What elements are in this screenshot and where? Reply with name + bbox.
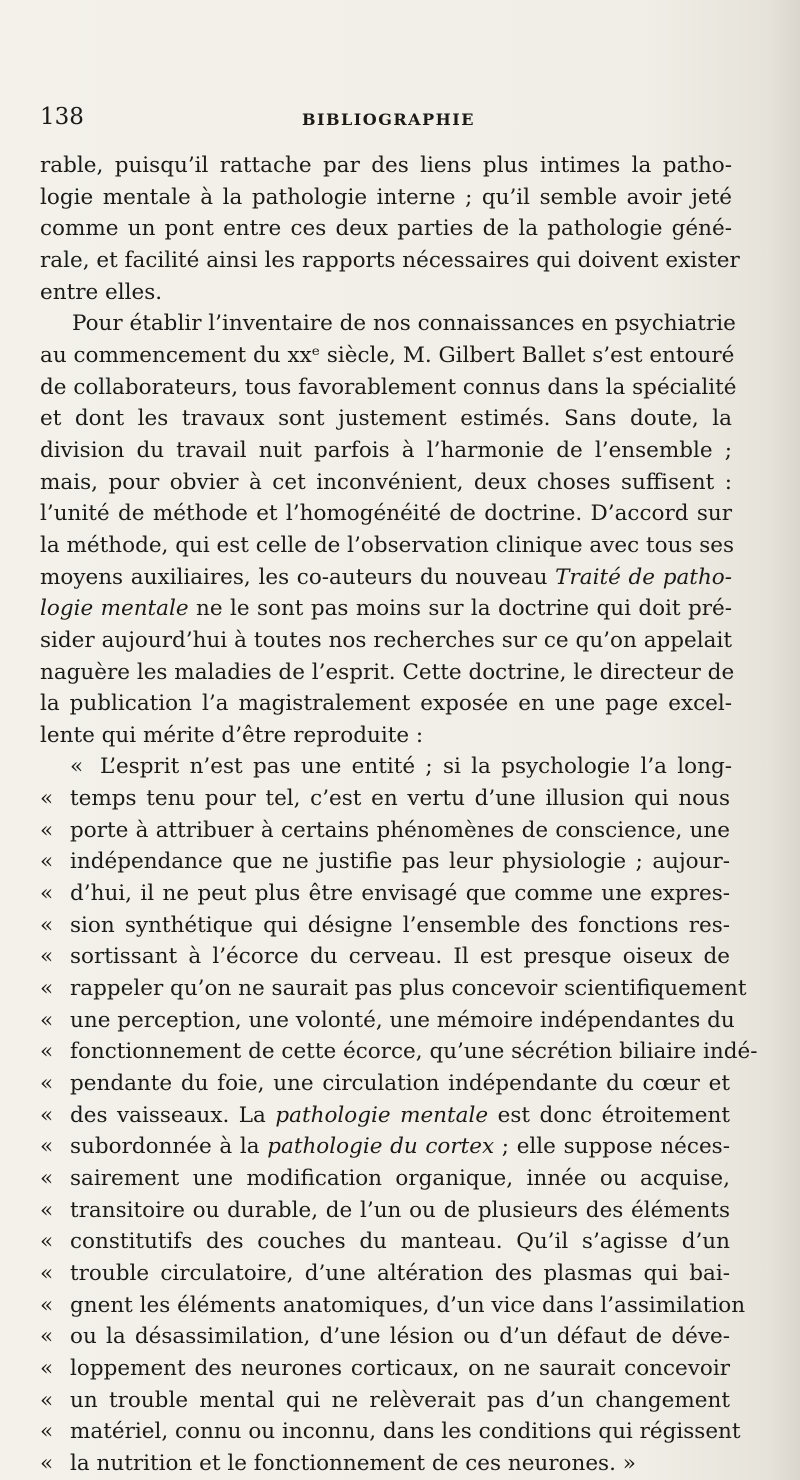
text-span: ; elle suppose néces- [494,1134,730,1160]
italic-term: pathologie du cortex [267,1134,495,1160]
quote-mark: « [40,976,54,1002]
quote-mark: « [40,1134,54,1160]
italic-term: pathologie mentale [275,1102,489,1128]
quote-mark: « [40,1166,54,1191]
quote-line [40,973,747,1005]
quote-line [40,751,732,783]
quote-text [70,1448,730,1480]
text-line: sider aujourd’hui à toutes nos recherches sur ce qu’on appelait [40,627,732,653]
quote-line [40,1448,732,1480]
quote-mark: « [40,1355,54,1381]
quote-text: sion synthétique qui désigne l’ensemble des fonctions res- [70,912,730,938]
quote-text: une perception, une volonté, une mémoire indépendantes du [70,1007,735,1033]
quote-line [40,1258,732,1290]
quote-text: d’hui, il ne peut plus être envisagé que comme une expres- [70,881,730,907]
text-line: Pour établir l’inventaire de nos connaissances en psychiatrie [72,311,736,337]
quote-mark: « [40,1419,54,1445]
quote-mark: « [40,1197,54,1223]
text-span: des vaisseaux. La [70,1102,266,1128]
text-line: comme un pont entre ces deux parties de la pathologie géné- [40,216,732,242]
text-line: de collaborateurs, tous favorablement connus dans la spécialité [40,374,737,400]
quote-text: un trouble mental qui ne relèverait pas d’un changement [70,1387,730,1413]
page-number: 138 [40,104,84,130]
quote-line [40,941,732,973]
quote-text: porte à attribuer à certains phénomènes de conscience, une [70,817,730,843]
text-line: et dont les travaux sont justement estimés. Sans doute, la [40,406,732,432]
quote-line [40,1195,732,1227]
quote-text: sortissant à l’écorce du cerveau. Il est presque oiseux de [70,944,730,970]
text-span: ne le sont pas moins sur la doctrine qui doit pré- [188,596,732,622]
quote-text: indépendance que ne justifie pas leur physiologie ; aujour- [70,849,730,875]
quote-line [40,1100,732,1132]
quote-line [40,815,732,847]
quote-text: sairement une modification organique, innée ou acquise, [70,1166,730,1191]
quote-line [40,1321,732,1353]
quote-mark: « [40,1039,54,1065]
quote-text: transitoire ou durable, de l’un ou de plusieurs des éléments [70,1197,730,1223]
text-line: l’unité de méthode et l’homogénéité de doctrine. D’accord sur [40,501,732,527]
quote-text [70,1131,730,1163]
quote-text [70,1100,730,1132]
text-line: entre elles. [40,279,163,305]
quote-text: L’esprit n’est pas une entité ; si la psychologie l’a long- [100,754,732,780]
quote-mark: « [70,754,84,780]
text-span: moyens auxiliaires, les co-auteurs du nouveau [40,564,548,590]
quote-text: matériel, connu ou inconnu, dans les conditions qui régissent [70,1419,741,1445]
quote-mark: « [40,849,54,875]
quote-line [40,1005,735,1037]
quote-line [40,1416,741,1448]
quote-text: rappeler qu’on ne saurait pas plus concevoir scientifiquement [70,976,747,1002]
text-line: la publication l’a magistralement exposée en une page excel- [40,691,732,717]
quote-line [40,1163,732,1195]
quote-mark: « [40,944,54,970]
text-line: naguère les maladies de l’esprit. Cette doctrine, le directeur de [40,659,735,685]
text-line: division du travail nuit parfois à l’harmonie de l’ensemble ; [40,437,732,463]
quote-mark: « [40,1324,54,1350]
quote-mark: « [40,1007,54,1033]
quote-mark: « [40,1229,54,1255]
text-line: mais, pour obvier à cet inconvénient, deux choses suffisent : [40,469,732,495]
quote-line [40,1226,732,1258]
quote-line [40,783,732,815]
quote-mark: « [40,1387,54,1413]
quote-text: loppement des neurones corticaux, on ne saurait concevoir [70,1355,730,1381]
page-header [40,102,730,138]
book-title-italic: Traité de patho- [555,564,733,590]
text-line: au commencement du xxᵉ siècle, M. Gilbert Ballet s’est entouré [40,342,735,368]
text-line [40,593,732,625]
quote-mark: « [40,1071,54,1097]
quote-text: constitutifs des couches du manteau. Qu’il s’agisse d’un [70,1229,730,1255]
quote-text: temps tenu pour tel, c’est en vertu d’une illusion qui nous [70,786,730,812]
quote-mark: « [40,1450,54,1476]
quote-line [40,910,732,942]
text-span: la nutrition et le fonctionnement de ces neurones. [70,1450,616,1476]
quote-line [40,1131,732,1163]
quote-line [40,1353,732,1385]
book-title-italic: logie mentale [40,596,189,622]
quote-text: gnent les éléments anatomiques, d’un vice dans l’assimilation [70,1292,746,1318]
quote-mark: « [40,786,54,812]
text-line: rable, puisqu’il rattache par des liens plus intimes la patho- [40,153,732,178]
quote-mark: « [40,817,54,843]
quote-mark: « [40,881,54,907]
quote-text: fonctionnement de cette écorce, qu’une sécrétion biliaire indé- [70,1039,758,1065]
quote-line [40,1385,732,1417]
quote-line [40,1290,746,1322]
quote-mark: « [40,1260,54,1286]
text-line [40,562,732,594]
text-line: rale, et facilité ainsi les rapports nécessaires qui doivent exister [40,247,740,273]
closing-quote-mark: » [622,1450,636,1476]
running-title: BIBLIOGRAPHIE [302,110,475,129]
text-line: logie mentale à la pathologie interne ; qu’il semble avoir jeté [40,184,732,210]
quote-text: ou la désassimilation, d’une lésion ou d’un défaut de déve- [70,1324,730,1350]
quote-mark: « [40,1292,54,1318]
quote-line [40,1036,758,1068]
text-span: est donc étroitement [488,1102,731,1128]
quote-text: pendante du foie, une circulation indépendante du cœur et [70,1071,730,1097]
quote-line [40,846,732,878]
body-text [40,150,758,1480]
quote-line [40,1068,732,1100]
quote-mark: « [40,912,54,938]
quote-line [40,878,732,910]
quote-text: trouble circulatoire, d’une altération des plasmas qui bai- [70,1260,730,1286]
text-line: lente qui mérite d’être reproduite : [40,722,424,748]
text-line: la méthode, qui est celle de l’observation clinique avec tous ses [40,532,735,558]
quote-mark: « [40,1102,54,1128]
text-span: subordonnée à la [70,1134,260,1160]
